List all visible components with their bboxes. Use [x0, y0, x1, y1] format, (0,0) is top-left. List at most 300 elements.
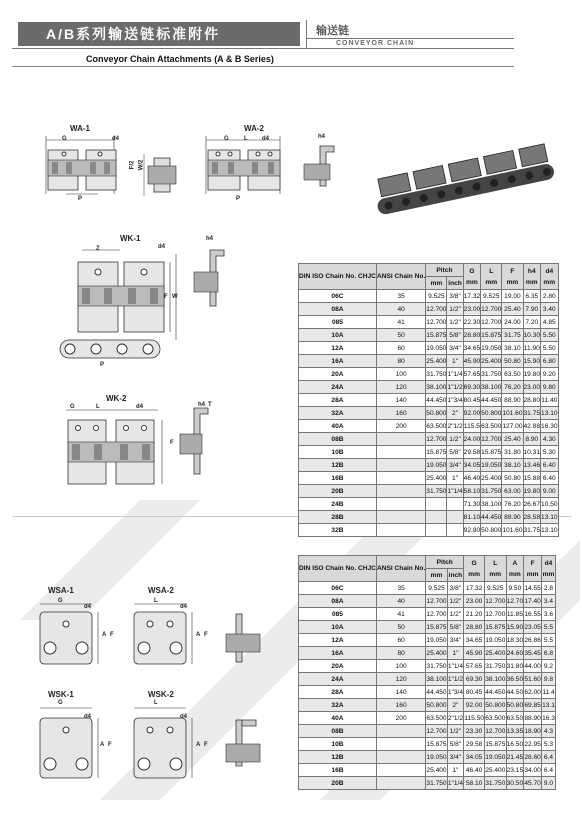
wsk2-d4: d4 [180, 714, 188, 720]
table-cell: 19.80 [523, 485, 541, 498]
table-cell: 34.00 [524, 764, 542, 777]
conveyor-chain-photo [370, 140, 565, 220]
table-cell: 15.875 [481, 446, 502, 459]
table-cell: 25.400 [485, 764, 506, 777]
table-cell [376, 446, 425, 459]
table-cell: 57.65 [463, 368, 481, 381]
table-cell: 32B [299, 524, 377, 537]
col-l: L mm [481, 264, 502, 290]
table-cell: 2"1/2 [447, 712, 463, 725]
table-cell: 12.700 [481, 433, 502, 446]
table-cell: 15.875 [426, 446, 447, 459]
table-cell: 50.80 [506, 699, 524, 712]
table-cell: 6.4 [541, 751, 555, 764]
table-cell: 24.60 [506, 647, 524, 660]
table-cell: 92.00 [463, 407, 481, 420]
table-cell: 32A [299, 407, 377, 420]
table-row [299, 582, 556, 595]
wa2-d4: d4 [262, 136, 270, 142]
col-l: L mm [485, 556, 506, 582]
table-cell: 11.85 [506, 608, 524, 621]
table-row [299, 368, 559, 381]
wk2-l: L [96, 404, 100, 410]
table-row [299, 303, 559, 316]
page-subtitle: Conveyor Chain Attachments (A & B Series) [86, 54, 274, 64]
wk1-w: W [172, 294, 178, 300]
table-cell [376, 725, 425, 738]
wk2-diagram [58, 404, 168, 494]
table-row [299, 485, 559, 498]
table-cell: 25.400 [481, 472, 502, 485]
table-cell: 2.80 [541, 290, 559, 303]
table-cell: 24B [299, 498, 377, 511]
table-cell: 28.80 [523, 394, 541, 407]
table-cell: 28.80 [464, 621, 485, 634]
table-cell: 19.050 [426, 459, 447, 472]
table-cell: 41 [376, 608, 425, 621]
wsa1-label: WSA-1 [48, 586, 74, 595]
table-row [299, 329, 559, 342]
table-cell: 41 [376, 316, 425, 329]
table-cell: 19.050 [481, 459, 502, 472]
table-cell: 12A [299, 342, 377, 355]
table-cell: 16A [299, 647, 377, 660]
table-cell: 23.00 [464, 595, 485, 608]
table-cell: 17.32 [463, 290, 481, 303]
table-cell: 15.875 [426, 329, 447, 342]
section-title-en: CONVEYOR CHAIN [336, 40, 415, 47]
table-cell: 2"1/2 [447, 420, 463, 433]
table-cell: 31.750 [481, 368, 502, 381]
table-cell: 28.80 [463, 329, 481, 342]
table-cell: 31.750 [426, 777, 447, 790]
attachment-spec-table-1 [298, 263, 559, 537]
table-cell: 3/8" [447, 290, 463, 303]
table-cell: 19.050 [485, 634, 506, 647]
table-cell: 25.400 [485, 647, 506, 660]
table-row [299, 738, 556, 751]
table-row [299, 290, 559, 303]
table-row [299, 595, 556, 608]
wk1-label: WK-1 [120, 234, 141, 243]
table-cell: 160 [376, 407, 425, 420]
table-cell: 17.40 [524, 595, 542, 608]
table-cell: 19.00 [502, 290, 523, 303]
table-cell: 38.100 [481, 381, 502, 394]
table-cell: 80 [376, 355, 425, 368]
table-cell [376, 751, 425, 764]
table-cell: 3/4" [447, 751, 463, 764]
table-cell: 46.40 [463, 472, 481, 485]
table-cell: 2" [447, 407, 463, 420]
table-cell: 5/8" [447, 446, 463, 459]
table-cell: 23.00 [523, 381, 541, 394]
table-cell: 31.80 [502, 446, 523, 459]
table-cell: 12.700 [426, 433, 447, 446]
table-cell: 88.90 [524, 712, 542, 725]
table-cell [376, 485, 425, 498]
table-cell: 50 [376, 329, 425, 342]
table-cell: 1/2" [447, 433, 463, 446]
table-cell: 100 [376, 368, 425, 381]
table-cell: 63.500 [481, 420, 502, 433]
wsk1-diagram [30, 700, 110, 784]
table-cell: 25.400 [426, 647, 447, 660]
table-cell: 16.3 [541, 712, 555, 725]
table-cell: 44.450 [481, 394, 502, 407]
table-row [299, 355, 559, 368]
table-cell: 69.30 [463, 381, 481, 394]
table-cell: 06C [299, 290, 377, 303]
table-cell: 88.90 [502, 511, 523, 524]
table-cell: 100 [376, 660, 425, 673]
table-cell: 10B [299, 446, 377, 459]
table-cell: 50.80 [502, 472, 523, 485]
table-cell: 9.525 [481, 290, 502, 303]
table-cell: 21.45 [506, 751, 524, 764]
table-cell: 26.67 [523, 498, 541, 511]
table-cell: 31.75 [502, 329, 523, 342]
table-cell: 44.50 [506, 686, 524, 699]
table-cell: 12.700 [426, 595, 447, 608]
wa2-g: G [224, 136, 229, 142]
table-cell: 3/8" [447, 582, 463, 595]
table-row [299, 342, 559, 355]
table-cell: 63.500 [426, 712, 447, 725]
table-cell: 29.58 [463, 446, 481, 459]
table-cell: 11.90 [523, 342, 541, 355]
table-cell: 115.50 [464, 712, 485, 725]
table-cell: 16B [299, 764, 377, 777]
table-cell: 5.5 [541, 634, 555, 647]
page-title: A/B系列输送链标准附件 [46, 26, 221, 42]
table-cell: 50.800 [481, 407, 502, 420]
table-cell: 31.75 [523, 407, 541, 420]
table-cell: 9.525 [426, 290, 447, 303]
table-cell: 17.32 [464, 582, 485, 595]
table-cell: 38.100 [485, 673, 506, 686]
table-cell: 38.10 [502, 459, 523, 472]
table-cell: 35 [376, 290, 425, 303]
table-cell: 60 [376, 634, 425, 647]
table-cell: 31.75 [523, 524, 541, 537]
table-cell: 6.35 [523, 290, 541, 303]
table-cell: 25.40 [502, 433, 523, 446]
table-cell: 4.30 [541, 433, 559, 446]
table-cell: 10.30 [523, 329, 541, 342]
table-cell: 2.8 [541, 582, 555, 595]
table-cell: 28B [299, 511, 377, 524]
wsk1-g: G [58, 700, 63, 706]
table-cell: 3.6 [541, 608, 555, 621]
table-cell: 6.40 [541, 459, 559, 472]
table-cell: 1"1/2 [447, 673, 463, 686]
table-cell: 19.050 [426, 342, 447, 355]
table-cell: 26.86 [524, 634, 542, 647]
table-cell: 42.88 [523, 420, 541, 433]
table-cell: 9.80 [541, 381, 559, 394]
table-cell: 5.50 [541, 342, 559, 355]
table-cell: 13.1 [541, 699, 555, 712]
table-cell: 5.30 [541, 446, 559, 459]
wsa2-label: WSA-2 [148, 586, 174, 595]
wsk1-label: WSK-1 [48, 690, 74, 699]
table-row [299, 751, 556, 764]
table-cell: 15.90 [506, 621, 524, 634]
table-row [299, 498, 559, 511]
wsk1-d4: d4 [84, 714, 92, 720]
table-cell: 1"1/4 [447, 368, 463, 381]
table-cell [376, 738, 425, 751]
table-cell: 12.700 [426, 725, 447, 738]
table-cell: 5/8" [447, 738, 463, 751]
table-cell: 30.50 [506, 777, 524, 790]
table-cell: 38.100 [426, 673, 447, 686]
table-cell: 25.400 [426, 472, 447, 485]
wa1-label: WA-1 [70, 124, 90, 133]
wsa2-f: F [204, 632, 208, 638]
table-cell: 101.60 [502, 524, 523, 537]
table-cell: 45.90 [463, 355, 481, 368]
wk1-z: Z [96, 246, 100, 252]
table-cell: 18.30 [506, 634, 524, 647]
table-cell: 5.5 [541, 621, 555, 634]
table-row [299, 673, 556, 686]
col-g: G mm [463, 264, 481, 290]
table-cell [447, 524, 463, 537]
table-cell: 38.100 [426, 381, 447, 394]
table-cell: 44.450 [485, 686, 506, 699]
table-cell: 1/2" [447, 595, 463, 608]
wsa2-diagram [124, 598, 204, 668]
wsk1-f: F [108, 742, 112, 748]
wk1-h4: h4 [206, 236, 214, 242]
table-cell: 19.050 [426, 634, 447, 647]
table-cell: 45.90 [464, 647, 485, 660]
wa2-p: P [236, 196, 241, 202]
table-cell: 1/2" [447, 316, 463, 329]
col-din: DIN ISO Chain No. CHJC [299, 556, 377, 582]
table-row [299, 777, 556, 790]
wk1-d4: d4 [158, 244, 166, 250]
table-cell: 34.65 [464, 634, 485, 647]
table-cell: 22.30 [463, 316, 481, 329]
table-cell: 40 [376, 303, 425, 316]
table-cell: 34.05 [464, 751, 485, 764]
table-cell: 1/2" [447, 725, 463, 738]
title-notch [12, 22, 18, 46]
col-ansi: ANSI Chain No. [376, 556, 425, 582]
table-cell: 085 [299, 316, 377, 329]
table-cell: 08A [299, 303, 377, 316]
table-cell: 50 [376, 621, 425, 634]
table-cell: 44.00 [524, 660, 542, 673]
table-cell [376, 459, 425, 472]
title-bar [12, 22, 300, 46]
table-cell: 1"3/4 [447, 394, 463, 407]
table-cell: 24A [299, 673, 377, 686]
table-cell: 3/4" [447, 459, 463, 472]
wsk2-l: L [154, 700, 158, 706]
table-cell: 7.20 [523, 316, 541, 329]
table-cell: 62.00 [524, 686, 542, 699]
table-cell: 19.050 [481, 342, 502, 355]
table-cell: 10A [299, 329, 377, 342]
table-cell: 12.700 [426, 608, 447, 621]
table-cell: 51.60 [524, 673, 542, 686]
wk1-side-view [190, 246, 230, 316]
table-cell: 46.40 [464, 764, 485, 777]
wsk2-diagram [124, 700, 204, 784]
table-cell: 9.20 [541, 368, 559, 381]
table-cell: 44.450 [426, 394, 447, 407]
wa1-side-view [140, 150, 190, 200]
table-cell: 12.700 [485, 725, 506, 738]
table-cell: 50.800 [426, 699, 447, 712]
wsa2-a: A [196, 632, 201, 638]
col-ansi: ANSI Chain No. [376, 264, 425, 290]
table-cell: 71.30 [463, 498, 481, 511]
table-cell: 9.2 [541, 660, 555, 673]
wk2-side-view [176, 404, 216, 484]
wa2-side-view [300, 142, 340, 198]
table-cell: 20B [299, 485, 377, 498]
table-cell: 13.10 [541, 511, 559, 524]
table-cell: 1"3/4 [447, 686, 463, 699]
table-cell: 9.525 [426, 582, 447, 595]
table-row [299, 316, 559, 329]
table-cell: 5/8" [447, 329, 463, 342]
table-cell: 35 [376, 582, 425, 595]
table-row [299, 608, 556, 621]
table-row [299, 524, 559, 537]
table-cell: 12B [299, 459, 377, 472]
table-cell: 120 [376, 673, 425, 686]
table-cell: 58.10 [464, 777, 485, 790]
wsa1-f: F [110, 632, 114, 638]
table-cell: 10.50 [541, 498, 559, 511]
table-cell: 1" [447, 647, 463, 660]
wsa1-g: G [58, 598, 63, 604]
wsa-side-view [222, 610, 272, 666]
wsk2-a: A [196, 742, 201, 748]
table-cell: 25.400 [426, 764, 447, 777]
table-cell: 16.30 [541, 420, 559, 433]
table-row [299, 764, 556, 777]
table-cell: 085 [299, 608, 377, 621]
table-cell: 16.55 [524, 608, 542, 621]
table-cell: 20B [299, 777, 377, 790]
table-cell: 23.30 [464, 725, 485, 738]
table-cell: 13.35 [506, 725, 524, 738]
table-cell [447, 511, 463, 524]
table-cell: 28A [299, 394, 377, 407]
table-cell: 3/4" [447, 634, 463, 647]
wk1-f: F [164, 294, 168, 300]
table-cell: 63.00 [502, 485, 523, 498]
table-cell: 13.10 [541, 524, 559, 537]
header-rule-long [12, 48, 514, 49]
table-cell: 50.800 [485, 699, 506, 712]
table-cell: 200 [376, 712, 425, 725]
table-cell: 160 [376, 699, 425, 712]
table-cell: 40A [299, 712, 377, 725]
table-cell: 19.050 [485, 751, 506, 764]
table-cell: 32A [299, 699, 377, 712]
table-cell: 40A [299, 420, 377, 433]
table-cell: 31.750 [485, 777, 506, 790]
table-cell: 08A [299, 595, 377, 608]
wa1-g: G [62, 136, 67, 142]
table-cell: 38.10 [502, 342, 523, 355]
table-cell: 08B [299, 433, 377, 446]
table-cell: 80.45 [463, 394, 481, 407]
table-cell: 31.750 [485, 660, 506, 673]
table-cell [376, 511, 425, 524]
wk1-p: P [100, 362, 105, 368]
table-cell: 92.00 [464, 699, 485, 712]
table-cell [376, 777, 425, 790]
table-cell: 12.700 [481, 303, 502, 316]
table-cell: 24A [299, 381, 377, 394]
wsk1-a: A [100, 742, 105, 748]
table-row [299, 621, 556, 634]
table-cell: 69.30 [464, 673, 485, 686]
wk2-t: T [208, 402, 212, 408]
wk2-g: G [70, 404, 75, 410]
table-cell: 23.15 [506, 764, 524, 777]
table-cell: 3/4" [447, 342, 463, 355]
table-cell: 60 [376, 342, 425, 355]
col-h4: h4 mm [523, 264, 541, 290]
table-cell: 15.875 [485, 621, 506, 634]
col-pitch: Pitch [426, 556, 464, 569]
table-cell: 127.00 [502, 420, 523, 433]
table-cell [426, 524, 447, 537]
table-cell: 15.90 [523, 355, 541, 368]
table-cell: 92.80 [463, 524, 481, 537]
table-cell: 1"1/4 [447, 660, 463, 673]
table-cell: 23.05 [524, 621, 542, 634]
table-cell [376, 524, 425, 537]
table-cell: 9.8 [541, 673, 555, 686]
table-cell [426, 498, 447, 511]
table-row [299, 407, 559, 420]
table-cell: 3.4 [541, 595, 555, 608]
table-cell: 12.70 [506, 595, 524, 608]
table-cell: 31.750 [426, 485, 447, 498]
table-cell: 63.50 [506, 712, 524, 725]
table-row [299, 394, 559, 407]
wk2-d4: d4 [136, 404, 144, 410]
table-cell: 24.00 [502, 316, 523, 329]
col-d4: d4 mm [541, 264, 559, 290]
wa2-diagram [198, 132, 298, 207]
table-row [299, 459, 559, 472]
col-f: F mm [524, 556, 542, 582]
table-cell: 34.05 [463, 459, 481, 472]
wsa2-d4: d4 [180, 604, 188, 610]
table-cell: 8.90 [523, 433, 541, 446]
table-cell: 2" [447, 699, 463, 712]
table-cell: 38.100 [481, 498, 502, 511]
table-cell: 25.400 [481, 355, 502, 368]
table-cell: 50.800 [426, 407, 447, 420]
table-cell: 200 [376, 420, 425, 433]
table-cell: 12.700 [426, 316, 447, 329]
table-cell: 29.58 [464, 738, 485, 751]
wa1-f2: F/2 [129, 160, 136, 170]
